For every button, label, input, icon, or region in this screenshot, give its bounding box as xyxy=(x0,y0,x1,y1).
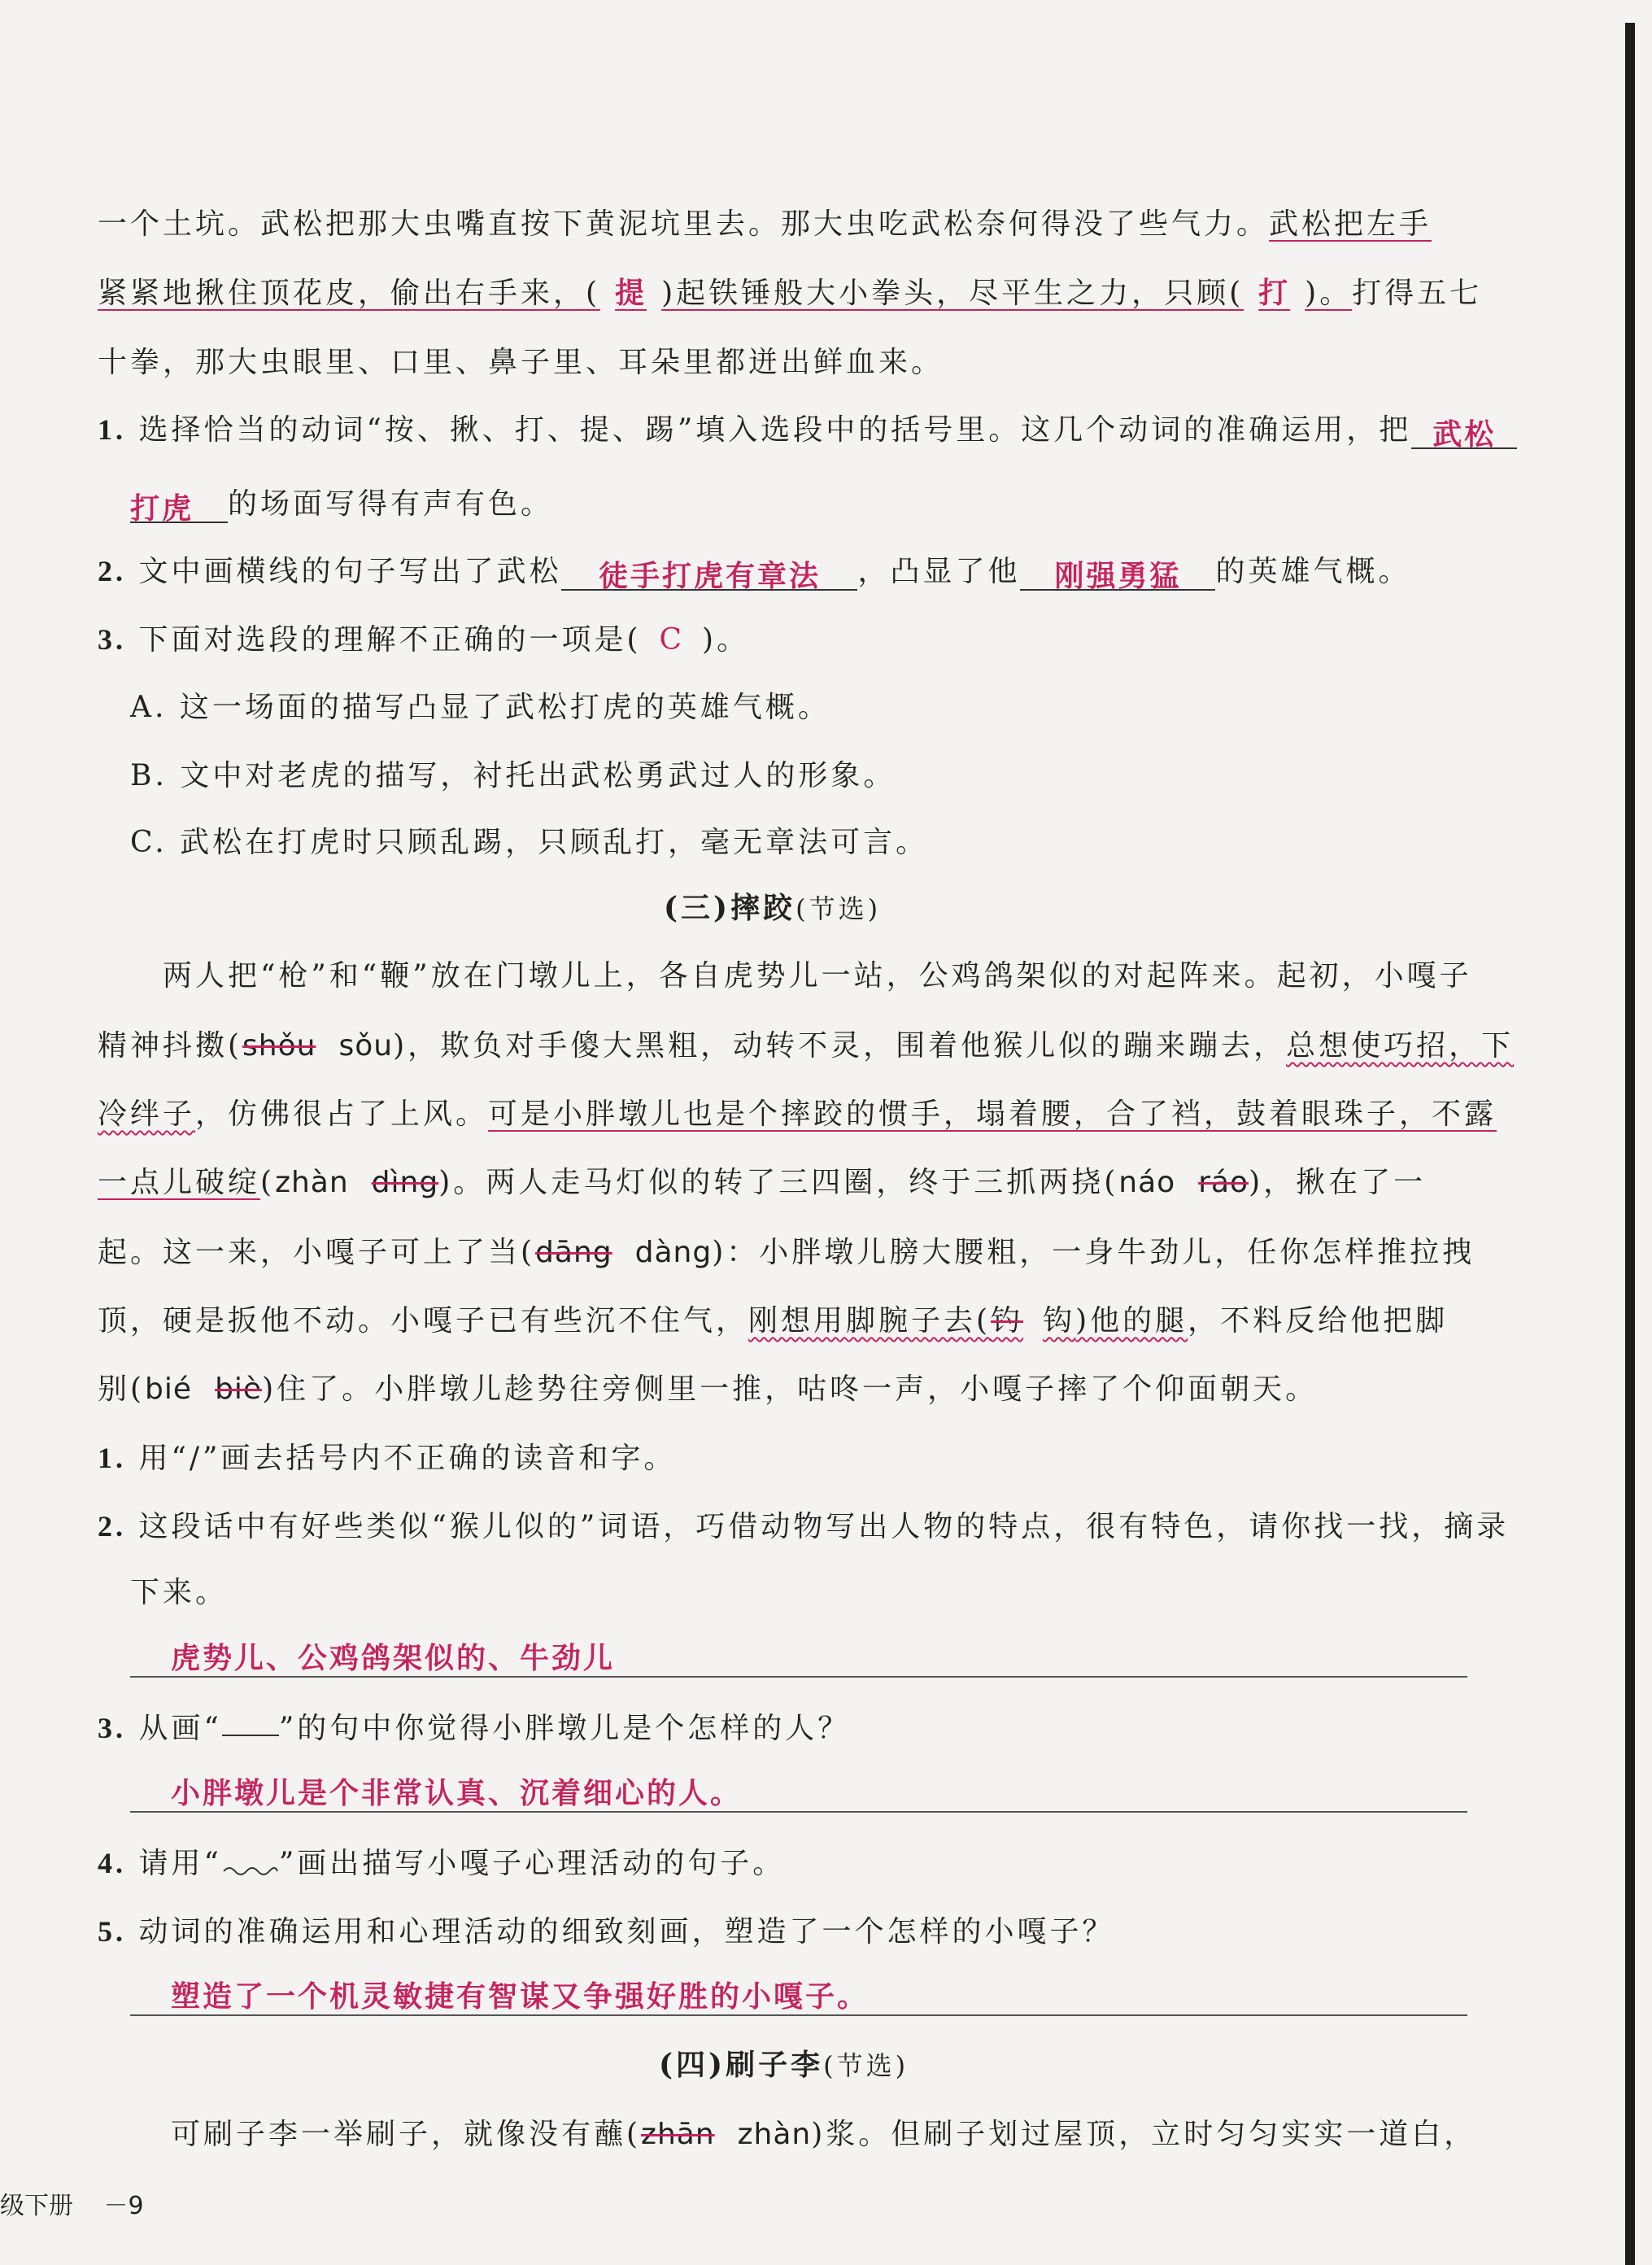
question-1 xyxy=(98,410,1517,450)
section3-line-2 xyxy=(98,1027,1514,1066)
pinyin: zhàn xyxy=(737,2118,812,2151)
question-number: 4. xyxy=(98,1847,126,1879)
passage-line-2 xyxy=(98,273,1482,313)
passage-text: )住了。小胖墩儿趁势往旁侧里一推，咕咚一声，小嘎子摔了个仰面朝天。 xyxy=(262,1373,1319,1406)
passage-text: )，揪在了一 xyxy=(1249,1166,1427,1199)
q3-answer-5: 塑造了一个机灵敏捷有智谋又争强好胜的小嘎子。 xyxy=(171,1979,870,2014)
passage-text: )：小胖墩儿膀大腰粗，一身牛劲儿，任你怎样推拉拽 xyxy=(712,1236,1475,1269)
q3-question-3 xyxy=(98,1709,850,1748)
passage-text: )浆。但刷子划过屋顶，立时匀匀实实一道白， xyxy=(811,2118,1477,2151)
wavy-text: 刚想用脚腕子去( xyxy=(748,1304,992,1338)
section3-line-3 xyxy=(98,1095,1497,1134)
passage-text: 可刷子李一举刷子，就像没有蘸( xyxy=(171,2118,642,2151)
question-text: 的英雄气概。 xyxy=(1215,555,1411,588)
pinyin: bié xyxy=(145,1373,193,1406)
q3-question-5 xyxy=(98,1912,1114,1952)
question-text: 下面对选段的理解不正确的一项是( xyxy=(138,623,642,657)
passage-text: ( xyxy=(260,1166,276,1199)
answer-line xyxy=(130,1811,1467,1813)
answer-ti: 提 xyxy=(615,276,647,310)
answer-text: C xyxy=(659,623,685,657)
section-subtitle: (节选) xyxy=(823,2050,909,2081)
footer xyxy=(0,2185,144,2221)
passage-text: ，仿佛很占了上风。 xyxy=(195,1098,489,1131)
answer-line xyxy=(130,1676,1467,1678)
answer-blank xyxy=(561,556,857,591)
passage-text: 精神抖擞( xyxy=(98,1029,243,1063)
question-3 xyxy=(98,620,749,660)
pinyin: sǒu xyxy=(338,1029,394,1063)
answer-blank xyxy=(1020,556,1215,591)
question-text: 用“/”画去括号内不正确的读音和字。 xyxy=(138,1442,677,1475)
q3-question-2-cont: 下来。 xyxy=(130,1576,229,1609)
question-text: 文中画横线的句子写出了武松 xyxy=(138,555,562,588)
question-text: 选择恰当的动词“按、揪、打、提、踢”填入选段中的括号里。这几个动词的准确运用，把 xyxy=(138,413,1412,447)
section3-line-4 xyxy=(98,1163,1426,1202)
option-a: A. 这一场面的描写凸显了武松打虎的英雄气概。 xyxy=(130,691,830,724)
answer-blank xyxy=(1411,415,1517,452)
q3-question-2 xyxy=(98,1507,1509,1547)
pinyin: zhàn xyxy=(275,1166,349,1199)
answer-text: 徒手打虎有章法 xyxy=(598,559,821,593)
question-number: 1. xyxy=(98,1442,126,1474)
question-number: 1. xyxy=(98,413,126,446)
section-title-text: (三)摔跤 xyxy=(664,891,796,925)
q3-answer-2: 虎势儿、公鸡鸽架似的、牛劲儿 xyxy=(171,1641,616,1675)
passage-text: 一个土坑。武松把那大虫嘴直按下黄泥坑里去。那大虫吃武松奈何得没了些气力。 xyxy=(98,207,1270,241)
question-text: )。 xyxy=(702,623,750,657)
underlined-sentence: 一点儿破绽 xyxy=(98,1166,261,1199)
passage-text: 打得五七 xyxy=(1352,277,1483,310)
section3-line-6 xyxy=(98,1302,1448,1341)
underlined-sentence xyxy=(98,277,1352,310)
question-text: 的场面写得有声有色。 xyxy=(228,487,554,521)
section-title-text: (四)刷子李 xyxy=(659,2048,824,2082)
passage-text: 紧紧地揪住顶花皮，偷出右手来，( xyxy=(98,277,601,310)
wavy-sentence: 冷绊子 xyxy=(98,1098,196,1131)
answer-da: 打 xyxy=(1258,276,1291,310)
question-text: 从画“ xyxy=(138,1712,222,1745)
option-c: C. 武松在打虎时只顾乱踢，只顾乱打，毫无章法可言。 xyxy=(130,826,929,859)
wavy-text: )他的腿 xyxy=(1075,1304,1188,1338)
question-text: ，凸显了他 xyxy=(857,555,1021,588)
section-subtitle: (节选) xyxy=(795,893,882,924)
pinyin-struck: zhān xyxy=(641,2118,715,2151)
pinyin-struck: dāng xyxy=(535,1236,612,1269)
question-text: 请用“ xyxy=(138,1847,222,1880)
question-number: 2. xyxy=(98,555,126,587)
passage-text: )。两人走马灯似的转了三四圈，终于三抓两挠( xyxy=(438,1166,1119,1199)
section4-line-1 xyxy=(171,2115,1476,2154)
pinyin-struck: shǒu xyxy=(242,1029,316,1063)
section4-title xyxy=(659,2045,909,2085)
section-title xyxy=(664,888,881,928)
question-text: ”的句中你觉得小胖墩儿是个怎样的人？ xyxy=(278,1712,851,1745)
pinyin: dàng xyxy=(634,1236,713,1269)
char-struck: 钓 xyxy=(991,1304,1024,1338)
question-number: 2. xyxy=(98,1510,126,1543)
section3-line-1: 两人把“枪”和“鞭”放在门墩儿上，各自虎势儿一站，公鸡鸽架似的对起阵来。起初，小嘎子 xyxy=(163,959,1472,993)
question-number: 3. xyxy=(98,623,126,656)
question-number: 3. xyxy=(98,1712,126,1744)
underlined-sentence: 可是小胖墩儿也是个摔跤的惯手，塌着腰，合了裆，鼓着眼珠子，不露 xyxy=(488,1098,1497,1131)
passage-text: ，不料反给他把脚 xyxy=(1188,1304,1449,1338)
char: 钩 xyxy=(1043,1304,1076,1338)
underline-symbol xyxy=(222,1710,279,1736)
pinyin-struck: dìng xyxy=(371,1166,439,1199)
q3-question-4 xyxy=(98,1844,785,1883)
question-2 xyxy=(98,552,1411,591)
option-b: B. 文中对老虎的描写，衬托出武松勇武过人的形象。 xyxy=(130,759,896,792)
answer-line xyxy=(130,2014,1467,2016)
answer-blank xyxy=(130,489,228,526)
q3-answer-3: 小胖墩儿是个非常认真、沉着细心的人。 xyxy=(171,1776,743,1810)
passage-line-1 xyxy=(98,205,1432,244)
page-number: －9 xyxy=(103,2192,144,2220)
pinyin-struck: ráo xyxy=(1198,1166,1249,1199)
answer-text: 打虎 xyxy=(130,491,194,526)
wavy-sentence xyxy=(748,1304,1188,1338)
question-number: 5. xyxy=(98,1915,126,1948)
question-text: 这段话中有好些类似“猴儿似的”词语，巧借动物写出人物的特点，很有特色，请你找一找，摘录 xyxy=(138,1510,1510,1543)
wavy-sentence: 总想使巧招，下 xyxy=(1286,1029,1515,1063)
passage-text: 别( xyxy=(98,1373,146,1406)
passage-text: 顶，硬是扳他不动。小嘎子已有些沉不住气， xyxy=(98,1304,749,1338)
q3-question-1 xyxy=(98,1438,676,1478)
section3-line-7 xyxy=(98,1370,1318,1409)
question-1-cont xyxy=(130,485,553,524)
passage-text: )。 xyxy=(1305,277,1353,310)
pinyin: náo xyxy=(1118,1166,1176,1199)
section3-line-5 xyxy=(98,1233,1475,1272)
passage-text: )，欺负对手傻大黑粗，动转不灵，围着他猴儿似的蹦来蹦去， xyxy=(393,1029,1287,1063)
answer-text: 武松 xyxy=(1432,417,1497,452)
answer-text: 刚强勇猛 xyxy=(1054,559,1182,593)
wavy-line-symbol xyxy=(222,1863,279,1879)
scanner-edge-bar xyxy=(1625,23,1635,2265)
passage-text: )起铁锤般大小拳头，尽平生之力，只顾( xyxy=(661,277,1244,310)
footer-grade: 级下册 xyxy=(0,2192,73,2220)
pinyin-struck: biè xyxy=(215,1373,263,1406)
underlined-sentence: 武松把左手 xyxy=(1269,207,1432,241)
passage-line-3: 十拳，那大虫眼里、口里、鼻子里、耳朵里都迸出鲜血来。 xyxy=(98,346,944,379)
question-text: ”画出描写小嘎子心理活动的句子。 xyxy=(278,1847,786,1880)
question-text: 动词的准确运用和心理活动的细致刻画，塑造了一个怎样的小嘎子？ xyxy=(138,1915,1115,1949)
passage-text: 起。这一来，小嘎子可上了当( xyxy=(98,1236,536,1269)
